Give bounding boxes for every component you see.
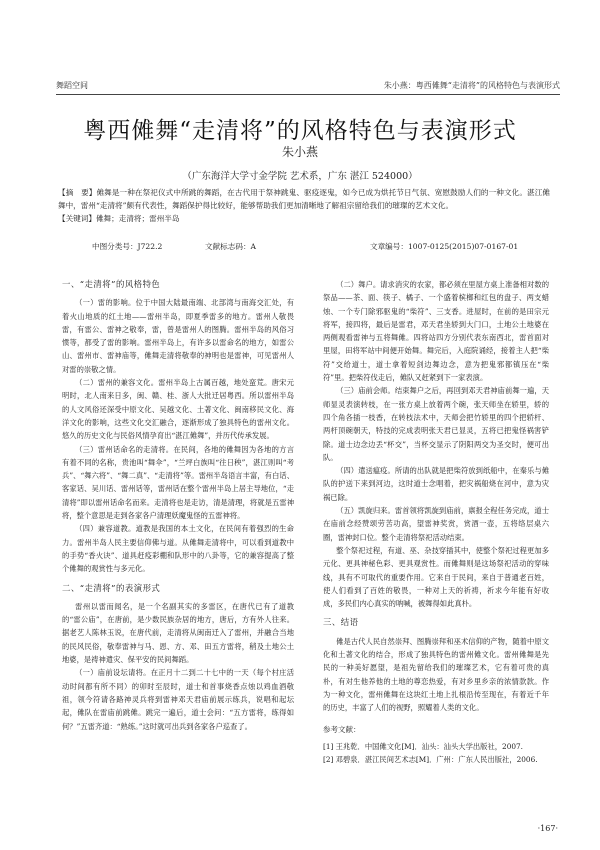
paragraph: （二）舞户。请求消灾的农家，都必须在里屋方桌上准备相对数的祭品——茶、面、筷子、橘子、一个盛着槟榔和红包的盘子、两支蜡烛、一个专门除邪驱鬼的“柴符”、三支香。进屋时，在前的是田宗元将军，接四将，最后是雷君，邓天君坐轿到大门口，土地公土地婆在两侧观看雷神与五将舞傩。四将站四方分别代表东南西北，雷首面对里屋，田将军站中间便开始舞。舞完后，入庭院诵经，接着主人把“柴符”交给道士，道士拿着短剑边舞边念，意为把鬼邪都镇压在“柴符”里。把柴符伐走后，傩队又赶紧到下一家表演。 bbox=[323, 280, 549, 383]
paragraph: （四）兼容道教。道教是我国的本土文化，在民间有着强烈的生命力。雷州半岛人民主要信仰佛与道。从傩舞走清将中，可以看到道教中的手势“香火诀”、道具赶疫彩棚和队形中的八卦等，它的兼容提高了整个傩舞的观赏性与多元化。 bbox=[62, 524, 294, 574]
article-title: 粤西傩舞“走清将”的风格特色与表演形式 bbox=[83, 118, 517, 144]
classification-row bbox=[70, 241, 550, 253]
paragraph: （二）雷州的兼容文化。雷州半岛上古属百越，地处蛮荒。唐宋元明时，北人南来日多，闽、赣、桂、浙人大批迁居粤西。所以雷州半岛的人文风俗还深受中原文化、吴越文化、土著文化、闽南移民文化、海洋文化的影响，这些文化交汇融合，逐渐形成了独具特色的雷州文化。悠久的历史文化与民俗风情孕育出“湛江傩舞”，并历代传承发展。 bbox=[62, 378, 294, 441]
clc-number: 中图分类号：J722.2 bbox=[92, 242, 163, 251]
paragraph: （三）庙前会师。结束舞户之后，再回到邓天君神庙前舞一遍，天师显灵表演转枝，在一张方桌上放着两个碗，张天师坐在轿里，轿的四个角各插一枝香，在转枝法术中，天师会把竹轿里的四个把轿杆、两杆顶碗朝天，特技的完成表明张天君已显灵，五将已把鬼怪祸害铲除。道士边念边丢“杯交”，当杯交显示了阴阳两交为圣交时，便可出队。 bbox=[323, 386, 549, 462]
keywords: 【关键词】傩舞；走清将；雷州半岛 bbox=[58, 214, 180, 223]
page-number: ·167· bbox=[537, 824, 558, 833]
paragraph: （一）雷的影响。位于中国大陆最南端、北部湾与南海交汇处，有着火山地质的红土地——雷州半岛，即夏季雷多的地方。雷州人敬畏雷，有雷公、雷神之敬奉，雷，曾是雷州人的图腾。雷州半岛的风俗习惯等，都受了雷的影响。雷州半岛上，有许多以雷命名的地方，如雷公山、雷州市、雷神庙等，傩舞走清将敬奉的神明也是雷神，可见雷州人对雷的崇敬之情。 bbox=[62, 298, 294, 374]
reference-item: [2] 邓碧泉．湛江民间艺术志[M]．广州：广东人民出版社，2006. bbox=[323, 755, 538, 765]
references-heading: 参考文献： bbox=[323, 724, 361, 734]
section-heading-1: 一、“走清将”的风格特色 bbox=[62, 279, 161, 289]
paragraph: 整个祭祀过程，有道、巫、杂技穿插其中，使整个祭祀过程更加多元化、更具神秘色彩、更具观赏性。而傩舞则是这场祭祀活动的穿味线，具有不可取代的重要作用。它来自于民间，来自于普通老百姓，使人们看到了百姓的敬畏，一种对上天的祈祷，祈求今年能有好收成，多民们内心真实的呐喊，被舞得如此真朴。 bbox=[323, 545, 549, 609]
paragraph: （五）凯旋归来。雷首领将凯旋到庙前，禀报全程任务完成，道士在庙前念经赞颂劳苦功高，望雷神奖赏，赏酒一壶，五将络层桌六圈，雷神封口位。整个走清将祭祀活动结束。 bbox=[323, 506, 549, 542]
reference-item: [1] 王兆乾．中国傩文化[M]．汕头：汕头大学出版社，2007. bbox=[323, 741, 523, 751]
abstract-text: 【摘 要】傩舞是一种在祭祀仪式中所跳的舞蹈，在古代用于祭神跳鬼、驱疫逐鬼，如今已成为烘托节日气氛、宽慰鼓励人们的一种文化。湛江傩舞中，雷州“走清将”颇有代表性，舞蹈保护得比较好，能够帮助我们更加清晰地了解祖宗留给我们的璀璨的艺术文化。 bbox=[58, 188, 550, 210]
document-code: 文献标志码：A bbox=[205, 242, 257, 251]
paragraph: （三）雷州话命名的走清将。在民间，各地的傩舞因为各地的方言有着不同的名称，贵池叫“舞伞”，“兰坪白族叫“往日秧”，湛江则叫“考兵”、“舞六将”、“舞二真”、“走清将”等。雷州半岛语言丰富，有白话、客家话、吴川话、雷州话等，雷州话在整个雷州半岛上居主导地位，“走清将”即以雷州话命名而来。走清将也是走访，清是清理，将就是五雷神将，整个意思是走到各家各户清理妖魔鬼怪的五雷神将。 bbox=[62, 444, 294, 521]
journal-section: 舞蹈空间 bbox=[56, 81, 88, 90]
paragraph: （四）遣送瘟疫。所请的出队就是把柴符放到纸船中，在秦乐与傩队的护送下来到河边，这时道士念唱着，把灾祸船烧在河中，意为灾祸已除。 bbox=[323, 466, 549, 502]
paragraph: 雷州以雷而闻名，是一个名副其实的多雷区，在唐代已有了道教的“雷公庙”，在唐前，是少数民族杂居的地方，唐后，方有外人往来。据老艺人陈林玉说，在唐代前，走清将从闽南迁入了雷州，并融合当地的民风民俗，敬奉雷神与马、恩、方、邓、田五方雷将，稍及土地公土地婆，是祷神遣灾、保平安的民间舞蹈。 bbox=[62, 601, 294, 665]
article-number: 文章编号：1007-0125(2015)07-0167-01 bbox=[370, 242, 519, 251]
paragraph: 傩是古代人民自然崇拜、图腾崇拜和巫术信仰的产物，随着中原文化和土著文化的结合，形成了独具特色的雷州傩文化。雷州傩舞是先民的一种美好愿望，是祖先留给我们的璀璨艺术，它有着可贵的真朴，有对生他养他的土地的尊恋热爱，有对乡里乡亲的浓情款款。作为一种文化，雷州傩舞在这块红土地上扎根沿传至现在，有着近千年的历史，丰富了人们的视野，照耀着人类的文化。 bbox=[323, 636, 549, 713]
section-heading-2: 二、“走清将”的表演形式 bbox=[62, 582, 161, 593]
abstract-block bbox=[58, 186, 550, 225]
running-head bbox=[56, 78, 560, 95]
affiliation: （广东海洋大学寸金学院 艺术系，广东 湛江 524000） bbox=[182, 171, 418, 182]
author-name: 朱小燕 bbox=[281, 145, 318, 159]
paragraph: （一）庙前设坛请将。在正月十二到二十七中的一天（每个村庄活动时间都有所不同）的卯时至辰时，道士和首事烧香点烛以鸡血酒敬祖，领今符请各路神灵兵将到雷神邓天君庙前展示练兵，说唱和起坛起，傩队在雷庙前跳傩。跳完一遍后，道士会问：“五方雷将，练得如何？”五雷齐道：“熟练。”这时就可出兵到各家各户巡查了。 bbox=[62, 668, 294, 731]
running-title: 朱小燕：粤西傩舞“走清将”的风格特色与表演形式 bbox=[383, 81, 560, 90]
left-column bbox=[62, 278, 294, 733]
section-heading-3: 三、结语 bbox=[323, 617, 359, 628]
right-column bbox=[323, 278, 549, 766]
